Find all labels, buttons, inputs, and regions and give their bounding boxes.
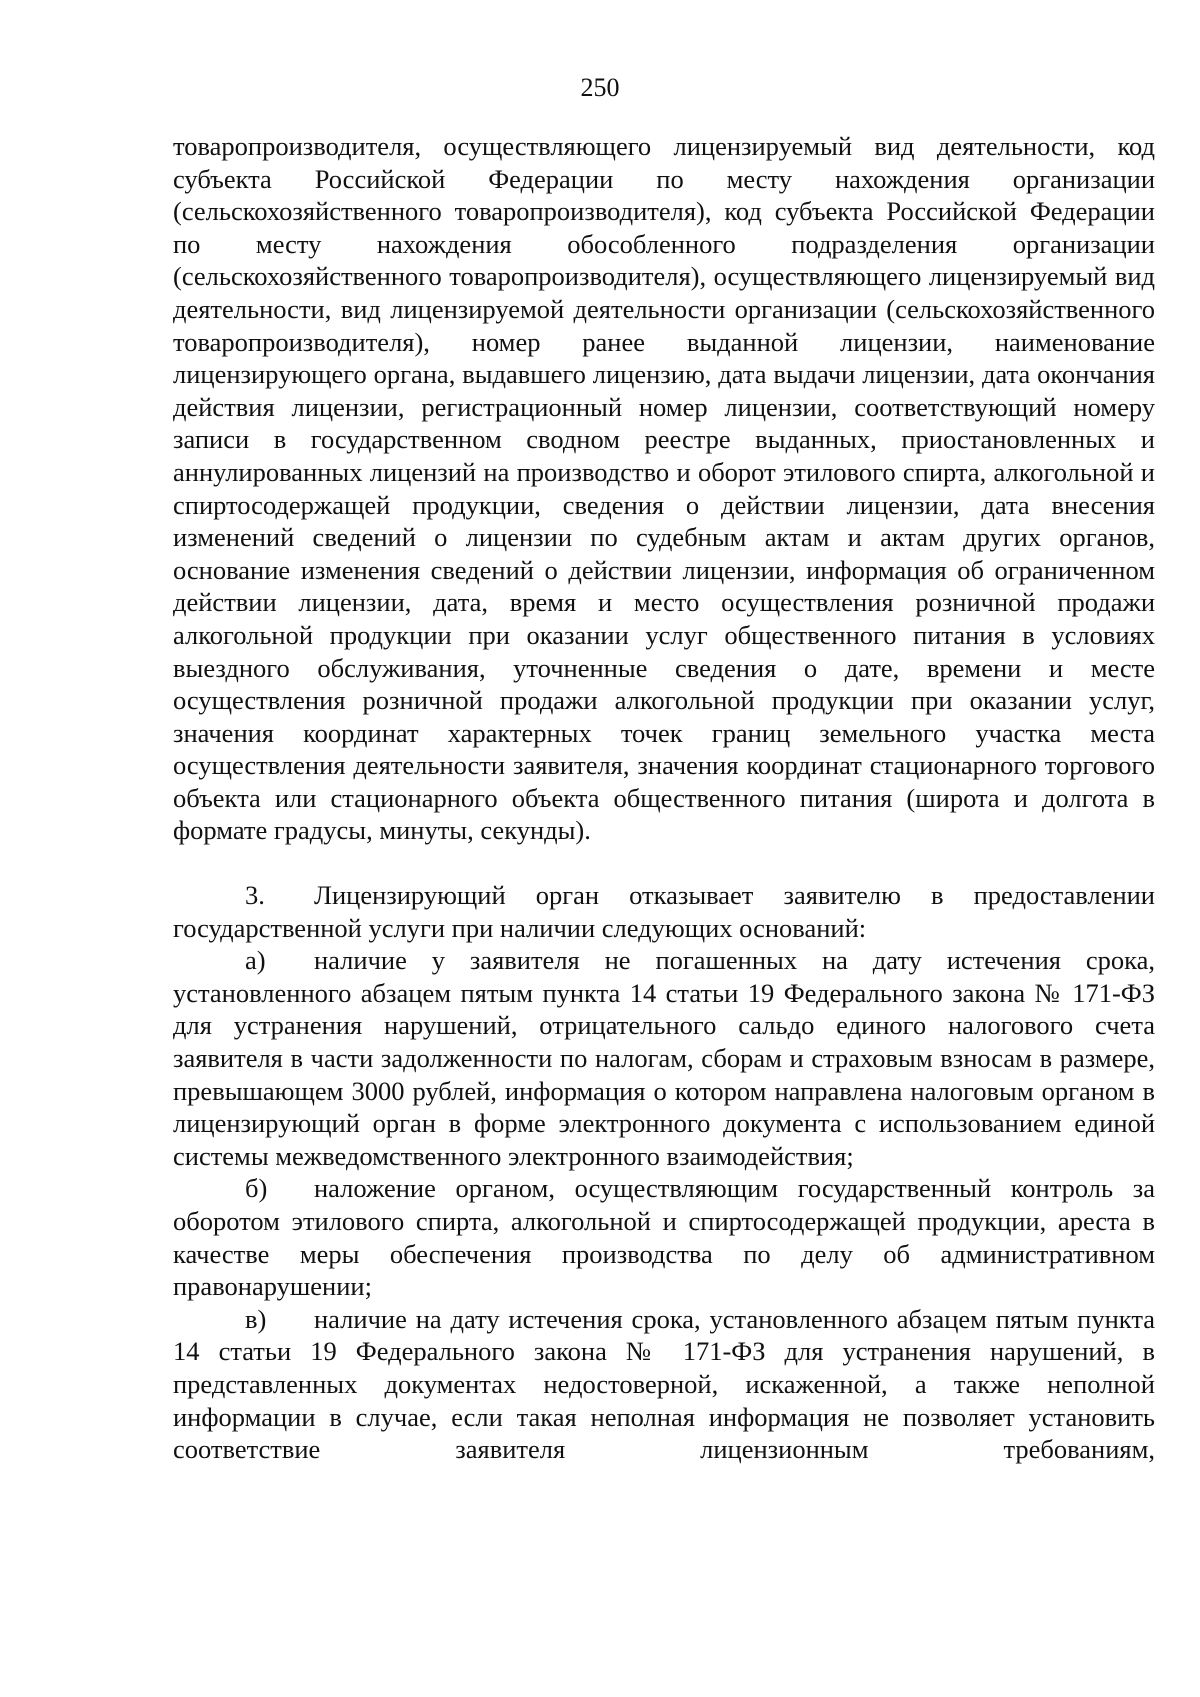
list-item-b-text: наложение органом, осуществляющим государственный контроль за оборотом этилового спирта, алкогольной и спиртосодержащей продукции, ареста в качестве меры обеспечения производства по делу об административном правонарушении; [173, 1173, 1155, 1302]
document-body [173, 130, 1155, 1466]
continuation-paragraph: товаропроизводителя, осуществляющего лицензируемый вид деятельности, код субъекта Российской Федерации по месту нахождения организации (сельскохозяйственного товаропроизводителя), код субъекта Российской Федерации по месту нахождения обособленного подразделения организации (сельскохозяйственного товаропроизводителя), осуществляющего лицензируемый вид деятельности, вид лицензируемой деятельности организации (сельскохозяйственного товаропроизводителя), номер ранее выданной лицензии, наименование лицензирующего органа, выдавшего лицензию, дата выдачи лицензии, дата окончания действия лицензии, регистрационный номер лицензии, соответствующий номеру записи в государственном сводном реестре выданных, приостановленных и аннулированных лицензий на производство и оборот этилового спирта, алкогольной и спиртосодержащей продукции, сведения о действии лицензии, дата внесения изменений сведений о лицензии по судебным актам и актам других органов, основание изменения сведений о действии лицензии, информация об ограниченном действии лицензии, дата, время и место осуществления розничной продажи алкогольной продукции при оказании услуг общественного питания в условиях выездного обслуживания, уточненные сведения о дате, времени и месте осуществления розничной продажи алкогольной продукции при оказании услуг, значения координат характерных точек границ земельного участка места осуществления деятельности заявителя, значения координат стационарного торгового объекта или стационарного объекта общественного питания (широта и долгота в формате градусы, минуты, секунды). [173, 131, 1155, 846]
list-item-a-text: наличие у заявителя не погашенных на дату истечения срока, установленного абзацем пятым пункта 14 статьи 19 Федерального закона № 171-ФЗ для устранения нарушений, отрицательного сальдо единого налогового счета заявителя в части задолженности по налогам, сборам и страховым взносам в размере, превышающем 3000 рублей, информация о котором направлена налоговым органом в лицензирующий орган в форме электронного документа с использованием единой системы межведомственного электронного взаимодействия; [173, 945, 1155, 1171]
section-3-number: 3. [245, 880, 265, 911]
page-number: 250 [580, 73, 620, 102]
section-3-paragraph [173, 879, 1155, 944]
list-item-c-marker: в) [245, 1303, 267, 1334]
list-item-a-marker: а) [245, 945, 266, 976]
section-3-text: Лицензирующий орган отказывает заявителю в предоставлении государственной услуги при наличии следующих оснований: [173, 880, 1155, 943]
list-item-b-marker: б) [245, 1173, 268, 1204]
list-item-b [173, 1172, 1155, 1302]
list-item-c [173, 1303, 1155, 1466]
list-item-c-text: наличие на дату истечения срока, установленного абзацем пятым пункта 14 статьи 19 Федерального закона № 171-ФЗ для устранения нарушений, в представленных документах недостоверной, искаженной, а также неполной информации в случае, если такая неполная информация не позволяет установить соответствие заявителя лицензионным требованиям, [173, 1303, 1155, 1465]
list-item-a [173, 944, 1155, 1172]
